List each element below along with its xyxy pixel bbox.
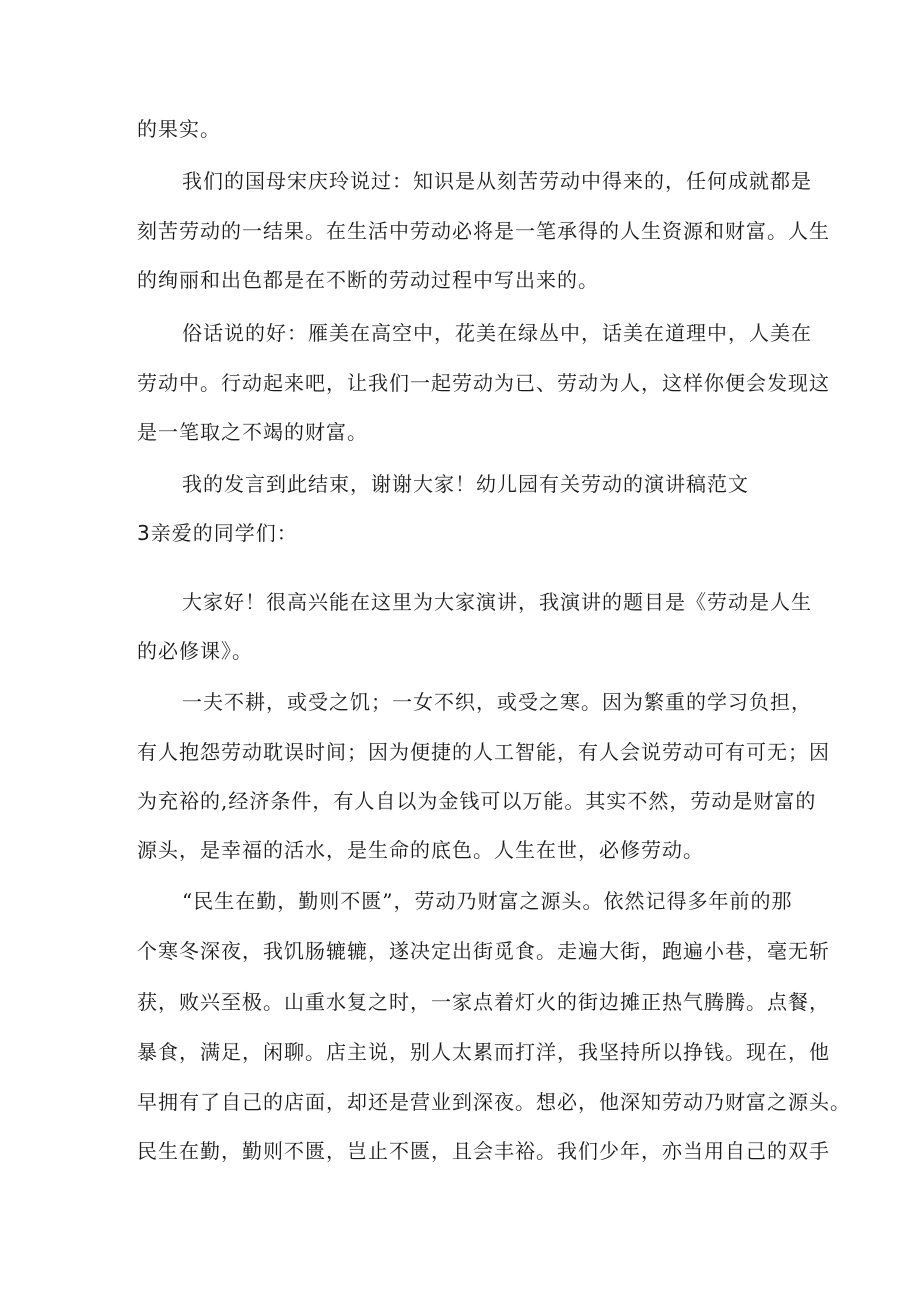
text-line: 的必修课》。 [137, 639, 253, 663]
text-line: 是一笔取之不竭的财富。 [137, 420, 368, 444]
text-line: 源头，是幸福的活水，是生命的底色。人生在世，必修劳动。 [137, 838, 704, 862]
paragraph-start-line: 我的发言到此结束，谢谢大家！幼儿园有关劳动的演讲稿范文 [182, 472, 749, 496]
text-line: 的果实。 [137, 117, 221, 141]
text-line: 获，败兴至极。山重水复之时，一家点着灯火的街边摊正热气腾腾。点餐， [137, 990, 830, 1014]
paragraph-start-line: 俗话说的好：雁美在高空中，花美在绿丛中，话美在道理中，人美在 [182, 321, 812, 345]
text-line: 个寒冬深夜，我饥肠辘辘，遂决定出街觅食。走遍大街，跑遍小巷，毫无斩 [137, 939, 830, 963]
text-line: 有人抱怨劳动耽误时间；因为便捷的人工智能，有人会说劳动可有可无；因 [137, 740, 830, 764]
text-line: 刻苦劳动的一结果。在生活中劳动必将是一笔承得的人生资源和财富。人生 [137, 219, 830, 243]
text-line: 3亲爱的同学们： [137, 521, 298, 545]
paragraph-start-line: 我们的国母宋庆玲说过：知识是从刻苦劳动中得来的，任何成就都是 [182, 169, 812, 193]
paragraph-start-line: 一夫不耕，或受之饥；一女不织，或受之寒。因为繁重的学习负担， [182, 690, 812, 714]
paragraph-start-line: “民生在勤，勤则不匮”，劳动乃财富之源头。依然记得多年前的那 [182, 889, 793, 913]
text-line: 的绚丽和出色都是在不断的劳动过程中写出来的。 [137, 268, 599, 292]
text-line: 暴食，满足，闲聊。店主说，别人太累而打洋，我坚持所以挣钱。现在，他 [137, 1040, 830, 1064]
text-line: 劳动中。行动起来吧，让我们一起劳动为已、劳动为人，这样你便会发现这 [137, 371, 830, 395]
text-line: 早拥有了自己的店面，却还是营业到深夜。想必，他深知劳动乃财富之源头。 [137, 1090, 851, 1114]
text-line: 民生在勤，勤则不匮，岂止不匮，且会丰裕。我们少年，亦当用自己的双手 [137, 1139, 830, 1163]
paragraph-start-line: 大家好！很高兴能在这里为大家演讲，我演讲的题目是《劳动是人生 [182, 590, 812, 614]
text-line: 为充裕的,经济条件，有人自以为金钱可以万能。其实不然，劳动是财富的 [137, 789, 817, 813]
